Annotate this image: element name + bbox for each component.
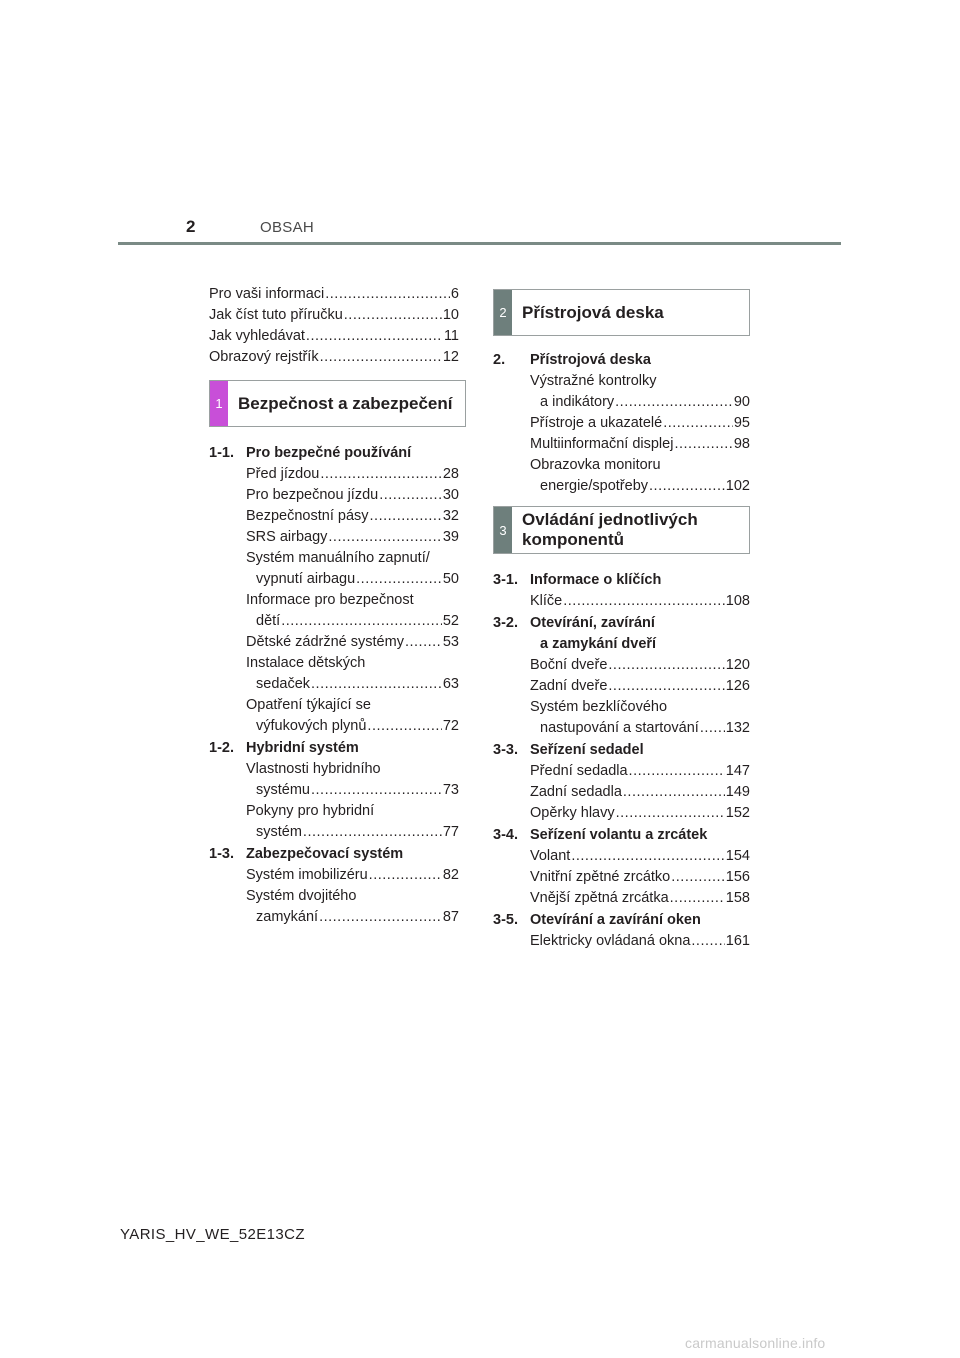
- section-3-header[interactable]: [493, 506, 750, 554]
- chapter-heading[interactable]: 1-2. Hybridní systém: [209, 740, 359, 756]
- toc-entry[interactable]: Pro vaši informaci ..... 6: [209, 284, 459, 305]
- section-1-title: Bezpečnost a zabezpečení: [238, 393, 453, 413]
- section-2-tab: 2: [494, 290, 512, 335]
- section-2-title: Přístrojová deska: [522, 302, 664, 322]
- toc-entry[interactable]: Zadní dveře ..... 126: [493, 676, 750, 697]
- document-code: YARIS_HV_WE_52E13CZ: [120, 1226, 305, 1243]
- toc-entry[interactable]: Jak číst tuto příručku ..... 10: [209, 305, 459, 326]
- chapter-heading[interactable]: 1-1. Pro bezpečné používání: [209, 445, 412, 461]
- toc-entry[interactable]: sedaček ..... 63: [209, 674, 459, 695]
- toc-entry[interactable]: energie/spotřeby ..... 102: [493, 476, 750, 497]
- toc-entry-line1[interactable]: Systém manuálního zapnutí/: [246, 550, 430, 566]
- chapter-heading[interactable]: 3-5. Otevírání a zavírání oken: [493, 912, 701, 928]
- chapter-heading[interactable]: 3-2. Otevírání, zavírání: [493, 615, 655, 631]
- toc-entry-line1[interactable]: Výstražné kontrolky: [530, 373, 657, 389]
- chapter-heading[interactable]: 2. Přístrojová deska: [493, 352, 651, 368]
- chapter-heading[interactable]: 3-3. Seřízení sedadel: [493, 742, 644, 758]
- section-3-title: Ovládání jednotlivých komponentů: [522, 510, 698, 549]
- toc-entry[interactable]: Přední sedadla ..... 147: [493, 761, 750, 782]
- toc-entry[interactable]: Přístroje a ukazatelé ..... 95: [493, 413, 750, 434]
- section-2-header[interactable]: [493, 289, 750, 336]
- toc-entry[interactable]: zamykání ..... 87: [209, 907, 459, 928]
- toc-entry[interactable]: nastupování a startování ..... 132: [493, 718, 750, 739]
- toc-entry[interactable]: Bezpečnostní pásy ..... 32: [209, 506, 459, 527]
- toc-entry[interactable]: Vnitřní zpětné zrcátko ..... 156: [493, 867, 750, 888]
- page-number: 2: [186, 217, 196, 236]
- toc-entry[interactable]: systému ..... 73: [209, 780, 459, 801]
- left-column: [209, 284, 459, 928]
- toc-entry[interactable]: Zadní sedadla ..... 149: [493, 782, 750, 803]
- toc-entry-line1[interactable]: Opatření týkající se: [246, 697, 371, 713]
- toc-entry[interactable]: Boční dveře ..... 120: [493, 655, 750, 676]
- toc-entry[interactable]: Systém imobilizéru ..... 82: [209, 865, 459, 886]
- toc-entry[interactable]: Vnější zpětná zrcátka ..... 158: [493, 888, 750, 909]
- toc-entry[interactable]: Volant ..... 154: [493, 846, 750, 867]
- toc-entry[interactable]: Klíče ..... 108: [493, 591, 750, 612]
- toc-entry-line1[interactable]: Systém dvojitého: [246, 888, 357, 904]
- toc-entry[interactable]: Elektricky ovládaná okna ..... 161: [493, 931, 750, 952]
- section-1-tab: 1: [210, 381, 228, 426]
- toc-entry[interactable]: Dětské zádržné systémy ..... 53: [209, 632, 459, 653]
- toc-entry[interactable]: Před jízdou ..... 28: [209, 464, 459, 485]
- toc-entry-line1[interactable]: Obrazovka monitoru: [530, 457, 661, 473]
- toc-entry[interactable]: Multiinformační displej ..... 98: [493, 434, 750, 455]
- toc-entry-line1[interactable]: Pokyny pro hybridní: [246, 803, 375, 819]
- section-1-header[interactable]: [209, 380, 466, 427]
- toc-entry[interactable]: dětí ..... 52: [209, 611, 459, 632]
- toc-entry[interactable]: Jak vyhledávat ..... 11: [209, 326, 459, 347]
- chapter-heading[interactable]: 3-4. Seřízení volantu a zrcátek: [493, 827, 708, 843]
- toc-entry[interactable]: SRS airbagy ..... 39: [209, 527, 459, 548]
- toc-entry[interactable]: Pro bezpečnou jízdu ..... 30: [209, 485, 459, 506]
- chapter-heading[interactable]: 1-3. Zabezpečovací systém: [209, 846, 404, 862]
- chapter-heading[interactable]: 3-1. Informace o klíčích: [493, 572, 662, 588]
- toc-entry-line1[interactable]: Instalace dětských: [246, 655, 366, 671]
- toc-entry[interactable]: systém ..... 77: [209, 822, 459, 843]
- chapter-heading-line2[interactable]: a zamykání dveří: [540, 636, 657, 652]
- toc-entry[interactable]: výfukových plynů ..... 72: [209, 716, 459, 737]
- toc-entry[interactable]: Obrazový rejstřík ..... 12: [209, 347, 459, 368]
- right-column: [493, 289, 750, 952]
- section-3-tab: 3: [494, 507, 512, 553]
- header-rule: [118, 242, 841, 245]
- toc-entry-line1[interactable]: Informace pro bezpečnost: [246, 592, 414, 608]
- toc-entry[interactable]: vypnutí airbagu ..... 50: [209, 569, 459, 590]
- watermark[interactable]: carmanualsonline.info: [685, 1335, 826, 1351]
- toc-entry-line1[interactable]: Systém bezklíčového: [530, 699, 668, 715]
- running-title: OBSAH: [260, 219, 315, 236]
- toc-entry[interactable]: Opěrky hlavy ..... 152: [493, 803, 750, 824]
- toc-entry[interactable]: a indikátory ..... 90: [493, 392, 750, 413]
- toc-entry-line1[interactable]: Vlastnosti hybridního: [246, 761, 381, 777]
